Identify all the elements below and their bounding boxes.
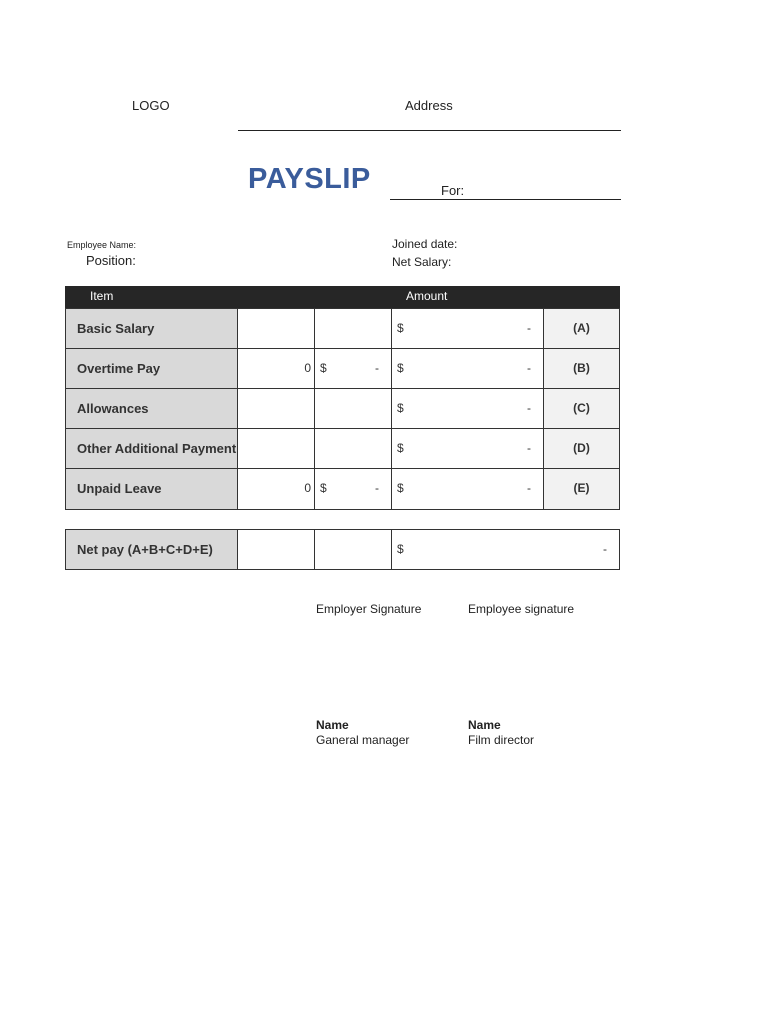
- amount-cell: [391, 428, 544, 469]
- net-salary-label: Net Salary:: [392, 255, 452, 269]
- amount-value: -: [527, 321, 531, 335]
- net-pay-value: -: [603, 542, 607, 556]
- row-label: Overtime Pay: [65, 348, 238, 389]
- employee-name-label: Employee Name:: [67, 240, 137, 250]
- sub-amount-cell: [314, 388, 392, 429]
- qty-value: 0: [304, 361, 311, 375]
- employee-role: Film director: [468, 733, 535, 747]
- employee-signature-label: Employee signature: [468, 602, 575, 616]
- row-label: Unpaid Leave: [65, 468, 238, 510]
- currency-symbol: $: [397, 481, 404, 495]
- sub-amount-cell: [314, 348, 392, 389]
- net-pay-blank-cell: [237, 529, 315, 570]
- employer-name-label: Name: [316, 718, 349, 732]
- currency-symbol: $: [397, 321, 404, 335]
- sub-amount-cell: [314, 468, 392, 510]
- for-label: For:: [441, 183, 465, 198]
- amount-cell: [391, 308, 544, 349]
- logo-placeholder: LOGO: [132, 98, 170, 113]
- amount-cell: [391, 348, 544, 389]
- amount-value: -: [527, 441, 531, 455]
- sub-currency: $: [320, 361, 327, 375]
- qty-cell: [237, 468, 315, 510]
- net-pay-blank-cell: [314, 529, 392, 570]
- qty-cell: [237, 388, 315, 429]
- currency-symbol: $: [397, 542, 404, 556]
- sub-value: -: [375, 361, 379, 375]
- currency-symbol: $: [397, 441, 404, 455]
- net-pay-amount-cell: [391, 529, 620, 570]
- column-header-amount: Amount: [406, 289, 448, 303]
- position-label: Position:: [86, 253, 136, 268]
- qty-cell: [237, 428, 315, 469]
- amount-value: -: [527, 401, 531, 415]
- row-label: Other Additional Payment: [65, 428, 238, 469]
- row-code: (A): [543, 308, 620, 349]
- table-header: [65, 286, 620, 308]
- row-code: (B): [543, 348, 620, 389]
- amount-cell: [391, 468, 544, 510]
- employer-role: Ganeral manager: [316, 733, 410, 747]
- sub-value: -: [375, 481, 379, 495]
- net-pay-label: Net pay (A+B+C+D+E): [65, 529, 238, 570]
- row-code: (C): [543, 388, 620, 429]
- address-label: Address: [405, 98, 453, 113]
- column-header-item: Item: [90, 289, 114, 303]
- amount-cell: [391, 388, 544, 429]
- qty-cell: [237, 308, 315, 349]
- sub-amount-cell: [314, 308, 392, 349]
- page-title: PAYSLIP: [248, 163, 371, 195]
- for-line: [390, 199, 621, 200]
- amount-value: -: [527, 481, 531, 495]
- joined-date-label: Joined date:: [392, 237, 458, 251]
- amount-value: -: [527, 361, 531, 375]
- sub-currency: $: [320, 481, 327, 495]
- row-label: Allowances: [65, 388, 238, 429]
- qty-value: 0: [304, 481, 311, 495]
- address-line: [238, 130, 621, 131]
- row-label: Basic Salary: [65, 308, 238, 349]
- row-code: (E): [543, 468, 620, 510]
- row-code: (D): [543, 428, 620, 469]
- employer-signature-label: Employer Signature: [316, 602, 422, 616]
- currency-symbol: $: [397, 401, 404, 415]
- qty-cell: [237, 348, 315, 389]
- currency-symbol: $: [397, 361, 404, 375]
- sub-amount-cell: [314, 428, 392, 469]
- employee-name-label: Name: [468, 718, 501, 732]
